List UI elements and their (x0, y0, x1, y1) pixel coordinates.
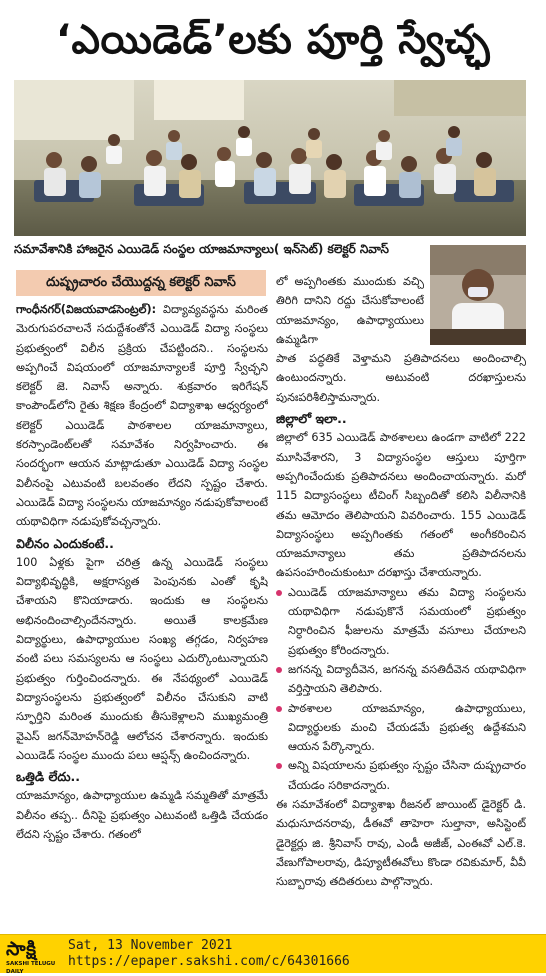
section-body-why-merger: 100 ఏళ్లకు పైగా చరిత్ర ఉన్న ఎయిడెడ్ సంస్థలు విద్యాభివృద్ధికి, అక్షరాస్యత పెంపునకు ఎంతో కృషి చేశాయని కొనియాడారు. ఇందుకు ఆ సంస్థలను అభినందించాల్సిందేనన్నారు. అయితే కాలక్రమేణ విద్యార్థులు, ఉపాధ్యాయుల సంఖ్య తగ్గడం, నిర్వహణ వంటి పలు సమస్యలను ఆ సంస్థలు ఎదుర్కొంటున్నాయని ప్రభుత్వం గుర్తించిందన్నారు. ఈ నేపథ్యంలో ఎయిడెడ్ విద్యాసంస్థలను ప్రభుత్వంలో విలీనం చేసుకుని వాటి స్ఫూర్తిని మరింత ముందుకు తీసుకెళ్లాలని ముఖ్యమంత్రి వైఎస్ జగన్‌మోహన్‌రెడ్డి ఆలోచన చేశారన్నారు. ఇందుకు ఎయిడెడ్ సంస్థల ముందు పలు ఆప్షన్స్ ఉంచిందన్నారు. (16, 555, 268, 762)
key-points-list (276, 583, 526, 795)
section-title-why-merger: విలీనం ఎందుకంటే.. (16, 535, 114, 551)
intro-paragraph (16, 300, 268, 532)
key-point-text: అన్ని విషయాలను ప్రభుత్వం స్పష్టం చేసినా దుష్ప్రచారం చేయడం సరికాదన్నారు. (288, 759, 526, 792)
right-intro-text: లో అప్పగింతకు ముందుకు వచ్చి తిరిగి దానిని రద్దు చేసుకోవాలంటే యాజమాన్యం, ఉపాధ్యాయులు ఉమ్మడిగా (276, 275, 424, 346)
meeting-photo-illustration (14, 80, 526, 236)
key-point-text: జగనన్న విద్యాదీవెన, జగనన్న వసతిదీవెన యథావిధిగా వర్తిస్తాయని తెలిపారు. (288, 662, 526, 696)
subheading-text: దుష్ప్రచారం చేయొద్దన్న కలెక్టర్ నివాస్ (46, 275, 236, 290)
key-point-text: పాఠశాలల యాజమాన్యం, ఉపాధ్యాయులు, విద్యార్థులకు మంచి చేయడమే ప్రభుత్వ ఉద్దేశమని ఆయన పేర్కొన్నారు. (288, 701, 526, 754)
photo-caption: సమావేశానికి హాజరైన ఎయిడెడ్ సంస్థల యాజమాన్యాలు( ఇన్‌సెట్) కలెక్టర్ నివాస్ (14, 242, 389, 256)
key-point (276, 756, 526, 795)
article-right-column (276, 272, 526, 950)
footer-bar (0, 934, 546, 973)
headline: ‘ఎయిడెడ్’లకు పూర్తి స్వేచ్ఛ (55, 17, 491, 63)
bullet-icon (276, 590, 282, 596)
right-intro-continued: పాత పద్ధతికే వెళ్తామని ప్రతిపాదనలు అందించాల్సి ఉంటుందన్నారు. అటువంటి దరఖాస్తులను పునఃపరిశీలిస్తామన్నారు. (276, 352, 526, 404)
article-left-column (16, 300, 268, 950)
subheading-box (16, 270, 266, 296)
meeting-photo (14, 80, 526, 236)
bullet-icon (276, 667, 282, 673)
key-point-text: ఎయిడెడ్ యాజమాన్యాలు తమ విద్యా సంస్థలను యథావిధిగా నడుపుకొనే సమయంలో ప్రభుత్వం నిర్ధారించిన ఫీజులను మాత్రమే వసూలు చేయాలని ప్రభుత్వం కోరిందన్నారు. (288, 585, 526, 657)
section-title-no-pressure: ఒత్తిడి లేదు.. (16, 769, 81, 785)
intro-text: విద్యావ్యవస్థను మరింత మెరుగుపరచాలనే సదుద్దేశంతోనే ఎయిడెడ్ విద్యా సంస్థలు ప్రభుత్వంలో విలీన ప్రక్రియ చేపట్టిందని.. సంస్థలను అప్పగించే విషయంలో యాజమాన్యాలకే పూర్తి స్వేచ్ఛని కలెక్టర్ జె. నివాస్ అన్నారు. శుక్రవారం ఇరిగేషన్ కాంపౌండ్‌లోని రైతు శిక్షణ కేంద్రంలో విద్యాశాఖ ఆధ్వర్యంలో కలెక్టర్ ఎయిడెడ్ పాఠశాలల యాజమాన్యాలు, కరస్పాండెంట్‌లతో సమావేశం నిర్వహించారు. ఈ సందర్భంగా ఆయన మాట్లాడుతూ ఎయిడెడ్ విద్యా సంస్థల విలీనంపై ఎటువంటి బలవంతం లేదని స్పష్టం చేశారు. ఎయిడెడ్ విద్యా సంస్థలను యాజమాన్యం నడుపుకోవాలంటే యథావిధిగా నడుపుకోవచ్చన్నారు. (16, 303, 268, 529)
right-intro-wrap (276, 272, 424, 349)
bullet-icon (276, 763, 282, 769)
key-point (276, 699, 526, 757)
section-body-district: జిల్లాలో 635 ఎయిడెడ్ పాఠశాలలు ఉండగా వాటిలో 222 మూసివేశారని, 3 విద్యాసంస్థల ఆస్తులు పూర్తిగా అప్పగించేందుకు ప్రతిపాదనలు అందించాయన్నారు. మరో 115 విద్యాసంస్థలు టీచింగ్ సిబ్బందితో కలిసి విలీనానికి తమ ఆమోదం తెలిపాయని వివరించారు. 155 ఎయిడెడ్ విద్యాసంస్థలు అప్పగింతకు గతంలో అంగీకరించిన యాజమాన్యాలు తమ ప్రతిపాదనలను ఉపసంహరించుకుంటూ దరఖాస్తు చేశాయన్నారు. (276, 431, 526, 580)
key-point (276, 583, 526, 660)
section-body-no-pressure: యాజమాన్యం, ఉపాధ్యాయుల ఉమ్మడి సమ్మతితో మాత్రమే విలీనం తప్ప.. దీనిపై ప్రభుత్వం ఎటువంటి ఒత్తిడి చేయడం లేదని స్పష్టం చేశారు. గతంలో (16, 789, 268, 842)
bullet-icon (276, 706, 282, 712)
sakshi-logo (6, 938, 62, 975)
dateline: గాంధీనగర్(విజయవాడసెంట్రల్): (16, 303, 157, 316)
epaper-link[interactable]: https://epaper.sakshi.com/c/64301666 (68, 954, 350, 969)
edition-date: Sat, 13 November 2021 (68, 938, 233, 953)
logo-wordmark: సాక్షి (6, 938, 37, 960)
closing-paragraph: ఈ సమావేశంలో విద్యాశాఖ రీజనల్ జాయింట్ డైరెక్టర్ డి. మధుసూదనరావు, డీఈవో తాహెరా సుల్తానా, అసిస్టెంట్ డైరెక్టర్లు జి. శ్రీనివాస్ రావు, ఎండీ అజీజ్, ఎంఈవో ఎల్‌.కె. వేణుగోపాలరావు, డిప్యూటీఈవోలు కొండా రవికుమార్, వీవీ సుబ్బారావు తదితరులు పాల్గొన్నారు. (276, 798, 526, 889)
logo-subtitle: SAKSHI TELUGU DAILY (6, 961, 56, 975)
section-title-district: జిల్లాలో ఇలా.. (276, 411, 347, 427)
key-point (276, 660, 526, 699)
